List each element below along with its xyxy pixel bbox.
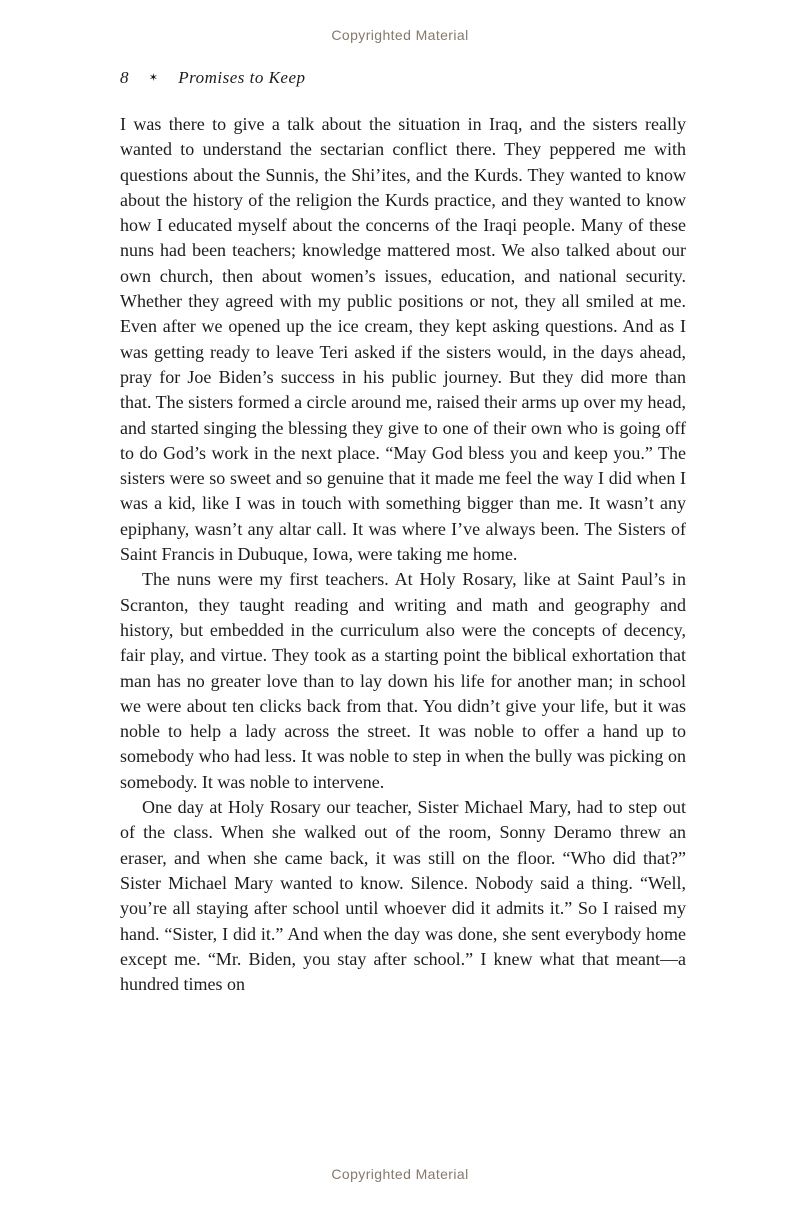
- copyright-notice-top: Copyrighted Material: [331, 27, 469, 43]
- paragraph: The nuns were my first teachers. At Holy Rosary, like at Saint Paul’s in Scranton, they taught reading and writing and math and geography and history, but embedded in the curriculum also were the concepts of decency, fair play, and virtue. They took as a starting point the biblical exhortation that man has no greater love than to lay down his life for another man; in school we were about ten clicks back from that. You didn’t give your life, but it was noble to help a lady across the street. It was noble to offer a hand up to somebody who had less. It was noble to step in when the bully was picking on somebody. It was noble to intervene.: [120, 569, 686, 792]
- star-ornament-icon: ✶: [148, 71, 158, 84]
- page-number: 8: [120, 68, 129, 87]
- paragraph: One day at Holy Rosary our teacher, Sister Michael Mary, had to step out of the class. When she walked out of the room, Sonny Deramo threw an eraser, and when she came back, it was still on the floor. “Who did that?” Sister Michael Mary wanted to know. Silence. Nobody said a thing. “Well, you’re all staying after school until whoever did it admits it.” So I raised my hand. “Sister, I did it.” And when the day was done, she sent everybody home except me. “Mr. Biden, you stay after school.” I knew what that meant—a hundred times on: [120, 797, 686, 995]
- running-header: [120, 68, 306, 88]
- body-text: [120, 112, 686, 997]
- paragraph: I was there to give a talk about the situation in Iraq, and the sisters really wanted to understand the sectarian conflict there. They peppered me with questions about the Sunnis, the Shi’ites, and the Kurds. They wanted to know about the history of the religion the Kurds practice, and they wanted to know how I educated myself about the concerns of the Iraqi people. Many of these nuns had been teachers; knowledge mattered most. We also talked about our own church, then about women’s issues, education, and national security. Whether they agreed with my public positions or not, they all smiled at me. Even after we opened up the ice cream, they kept asking questions. And as I was getting ready to leave Teri asked if the sisters would, in the days ahead, pray for Joe Biden’s success in his public journey. But they did more than that. The sisters formed a circle around me, raised their arms up over my head, and started singing the blessing they give to one of their own who is going off to do God’s work in the next place. “May God bless you and keep you.” The sisters were so sweet and so genuine that it made me feel the way I did when I was a kid, like I was in touch with something bigger than me. It wasn’t any epiphany, wasn’t any altar call. It was where I’ve always been. The Sisters of Saint Francis in Dubuque, Iowa, were taking me home.: [120, 114, 686, 565]
- book-title: Promises to Keep: [178, 68, 306, 87]
- copyright-notice-bottom: Copyrighted Material: [331, 1166, 469, 1182]
